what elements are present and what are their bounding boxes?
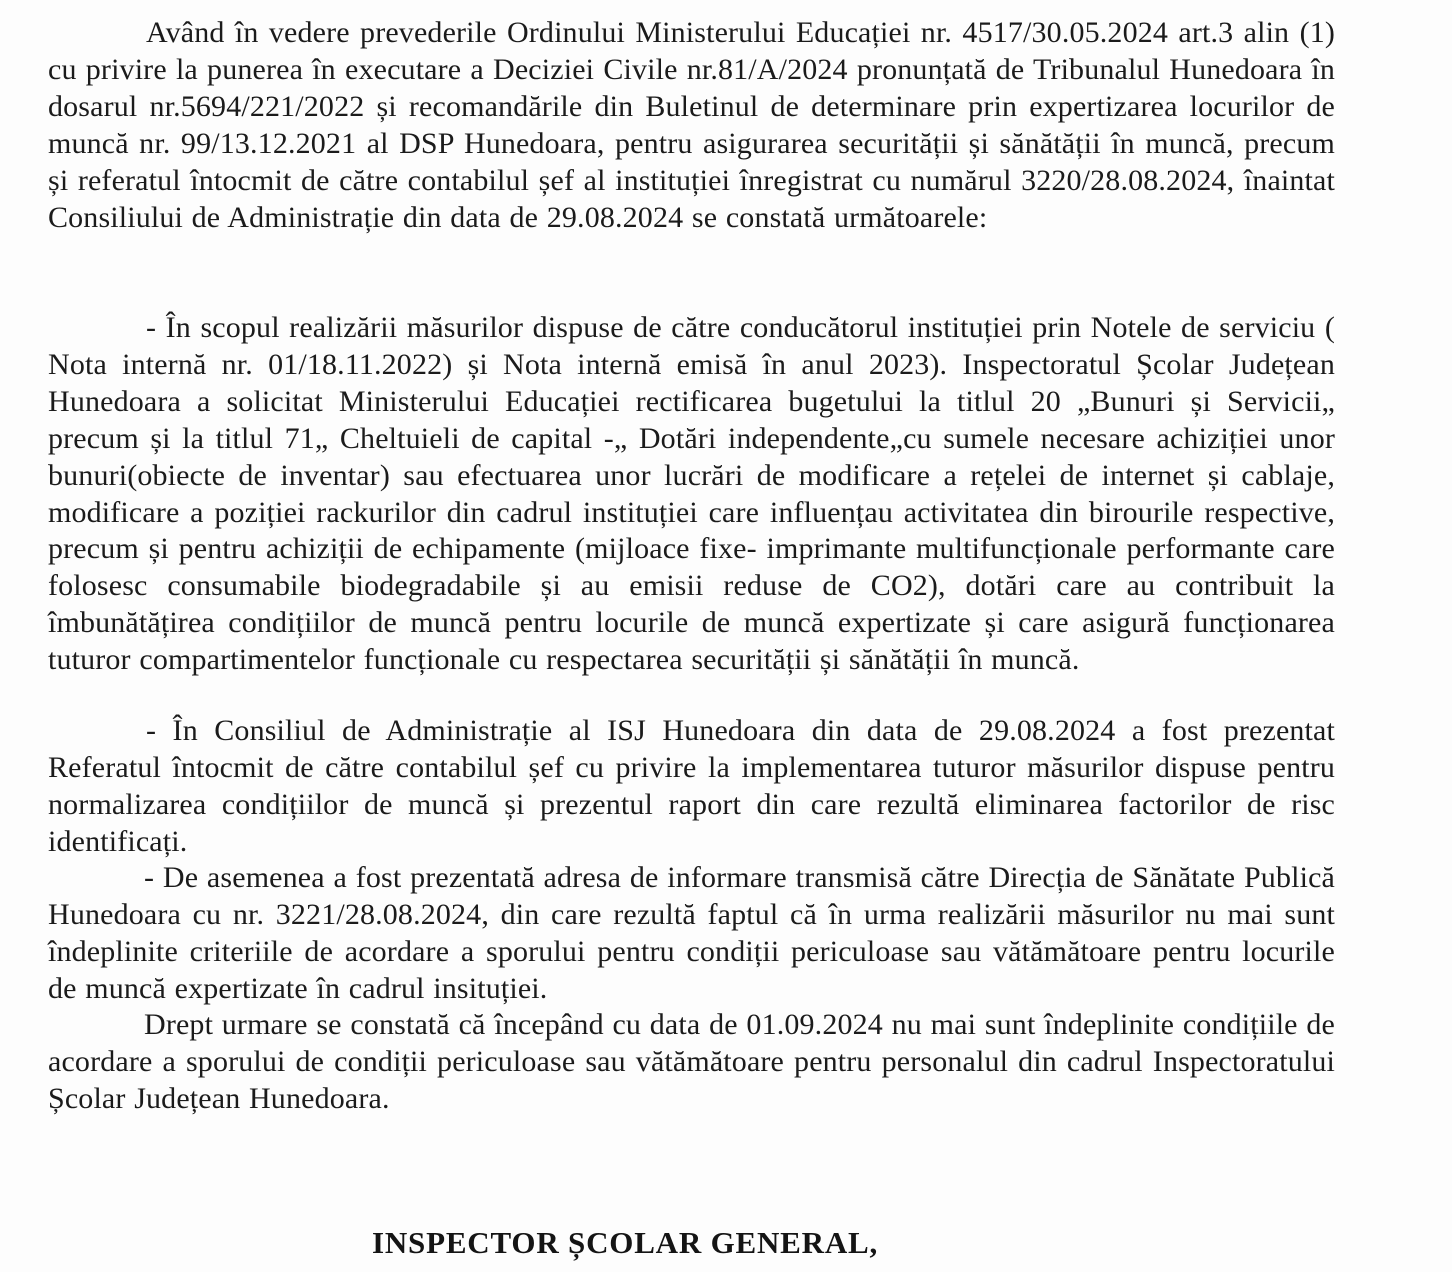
- paragraph-preamble: Având în vedere prevederile Ordinului Ministerului Educației nr. 4517/30.05.2024 art.3 alin (1) cu privire la punerea în executare a Deciziei Civile nr.81/A/2024 pronunțată de Tribunalul Hunedoara în dosarul nr.5694/221/2022 și recomandările din Buletinul de determinare prin expertizarea locurilor de muncă nr. 99/13.12.2021 al DSP Hunedoara, pentru asigurarea securității și sănătății în muncă, precum și referatul întocmit de către contabilul șef al instituției înregistrat cu numărul 3220/28.08.2024, înaintat Consiliului de Administrație din data de 29.08.2024 se constată următoarele:: [48, 16, 1335, 234]
- paragraph-conclusion: Drept urmare se constată că începând cu data de 01.09.2024 nu mai sunt îndeplinite condițiile de acordare a sporului de condiții periculoase sau vătămătoare pentru personalul din cadrul Inspectoratului Școlar Județean Hunedoara.: [48, 1008, 1335, 1115]
- paragraph-board-report: - În Consiliul de Administrație al ISJ Hunedoara din data de 29.08.2024 a fost prezentat Referatul întocmit de către contabilul șef cu privire la implementarea tuturor măsurilor dispuse pentru normalizarea condițiilor de muncă și prezentul raport din care rezultă eliminarea factorilor de risc identificați.: [48, 714, 1335, 858]
- paragraph-measures: - În scopul realizării măsurilor dispuse de către conducătorul instituției prin Notele de serviciu ( Nota internă nr. 01/18.11.2022) și Nota internă emisă în anul 2023). Inspectoratul Școlar Județean Hunedoara a solicitat Ministerului Educației rectificarea bugetului la titlul 20 „Bunuri și Servicii„ precum și la titlul 71„ Cheltuieli de capital -„ Dotări independente„cu sumele necesare achiziției unor bunuri(obiecte de inventar) sau efectuarea unor lucrări de modificare a rețelei de internet și cablaje, modificare a poziției rackurilor din cadrul instituției care influențau activitatea din birourile respective, precum și pentru achiziții de echipamente (mijloace fixe- imprimante multifuncționale performante care folosesc consumabile biodegradabile și au emisii reduse de CO2), dotări care au contribuit la îmbunătățirea condițiilor de muncă pentru locurile de muncă expertizate și care asigură funcționarea tuturor compartimentelor funcționale cu respectarea securității și sănătății în muncă.: [48, 311, 1335, 677]
- signature-title: INSPECTOR ȘCOLAR GENERAL,: [372, 1225, 879, 1260]
- paragraph-dsp-notice: - De asemenea a fost prezentată adresa de informare transmisă către Direcția de Sănătate Publică Hunedoara cu nr. 3221/28.08.2024, din care rezultă faptul că în urma realizării măsurilor nu mai sunt îndeplinite criteriile de acordare a sporului pentru condiții periculoase sau vătămătoare pentru locurile de muncă expertizate în cadrul insituției.: [48, 861, 1335, 1005]
